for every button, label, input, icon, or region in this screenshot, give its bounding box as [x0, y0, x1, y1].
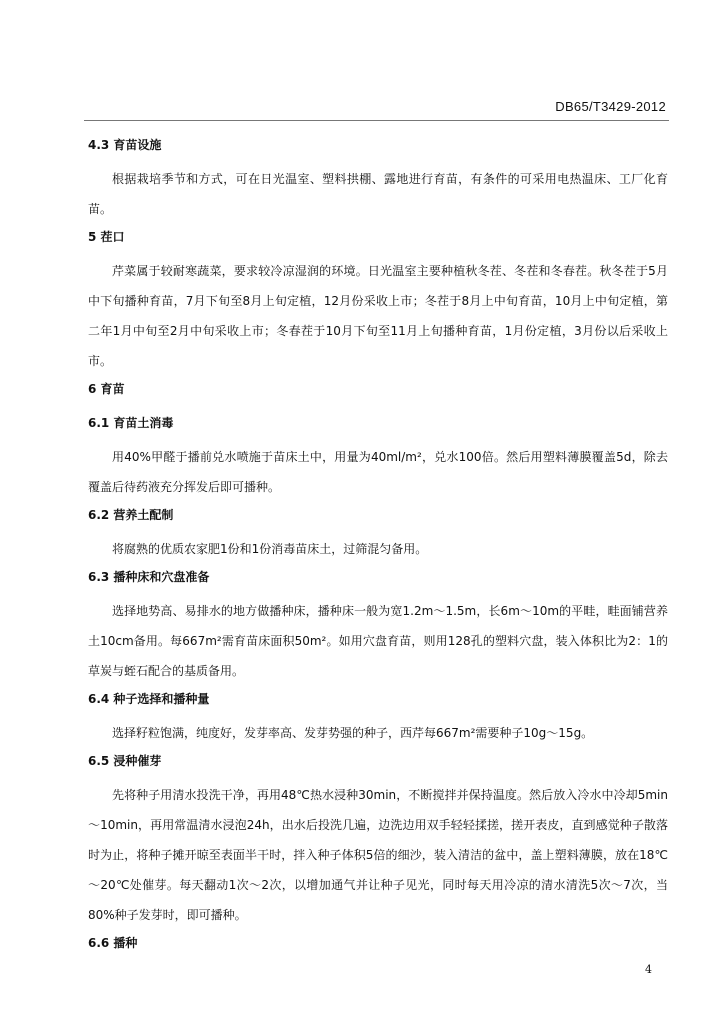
section-paragraph: 用40%甲醛于播前兑水喷施于苗床土中，用量为40ml/m²，兑水100倍。然后用塑料薄膜覆盖5d，除去覆盖后待药液充分挥发后即可播种。: [88, 450, 668, 494]
section-heading: 6 育苗: [88, 382, 125, 396]
section-heading: 6.4 种子选择和播种量: [88, 692, 210, 706]
section-paragraph: 将腐熟的优质农家肥1份和1份消毒苗床土，过筛混匀备用。: [112, 542, 428, 556]
page-number: 4: [645, 963, 652, 976]
section-paragraph: 芹菜属于较耐寒蔬菜，要求较冷凉湿润的环境。日光温室主要种植秋冬茬、冬茬和冬春茬。秋冬茬于5月中下旬播种育苗，7月下旬至8月上旬定植，12月份采收上市；冬茬于8月上中旬育苗，10月上中旬定植，第二年1月中旬至2月中旬采收上市；冬春茬于10月下旬至11月上旬播种育苗，1月份定植，3月份以后采收上市。: [88, 264, 668, 368]
section-heading: 5 茬口: [88, 230, 125, 244]
section-heading: 6.1 育苗土消毒: [88, 416, 174, 430]
document-body: [88, 136, 668, 968]
section-heading: 4.3 育苗设施: [88, 138, 162, 152]
header-rule: [84, 120, 669, 121]
section-heading: 6.3 播种床和穴盘准备: [88, 570, 210, 584]
section-paragraph: 选择地势高、易排水的地方做播种床，播种床一般为宽1.2m～1.5m，长6m～10m的平畦，畦面铺营养土10cm备用。每667m²需育苗床面积50m²。如用穴盘育苗，则用128孔的塑料穴盘，装入体积比为2：1的草炭与蛭石配合的基质备用。: [88, 604, 668, 678]
section-paragraph: 根据栽培季节和方式，可在日光温室、塑料拱棚、露地进行育苗，有条件的可采用电热温床、工厂化育苗。: [88, 172, 668, 216]
section-paragraph: 先将种子用清水投洗干净，再用48℃热水浸种30min，不断搅拌并保持温度。然后放入冷水中冷却5min～10min，再用常温清水浸泡24h，出水后投洗几遍，边洗边用双手轻轻揉搓，搓开表皮，直到感觉种子散落时为止，将种子摊开晾至表面半干时，拌入种子体积5倍的细沙，装入清洁的盆中，盖上塑料薄膜，放在18℃～20℃处催芽。每天翻动1次～2次，以增加通气并让种子见光，同时每天用冷凉的清水清洗5次～7次，当80%种子发芽时，即可播种。: [88, 788, 668, 922]
section-heading: 6.2 营养土配制: [88, 508, 174, 522]
section-paragraph: 选择籽粒饱满，纯度好，发芽率高、发芽势强的种子，西芹每667m²需要种子10g～15g。: [112, 726, 594, 740]
standard-code: DB65/T3429-2012: [555, 99, 666, 114]
section-heading: 6.5 浸种催芽: [88, 754, 162, 768]
section-heading: 6.6 播种: [88, 936, 138, 950]
